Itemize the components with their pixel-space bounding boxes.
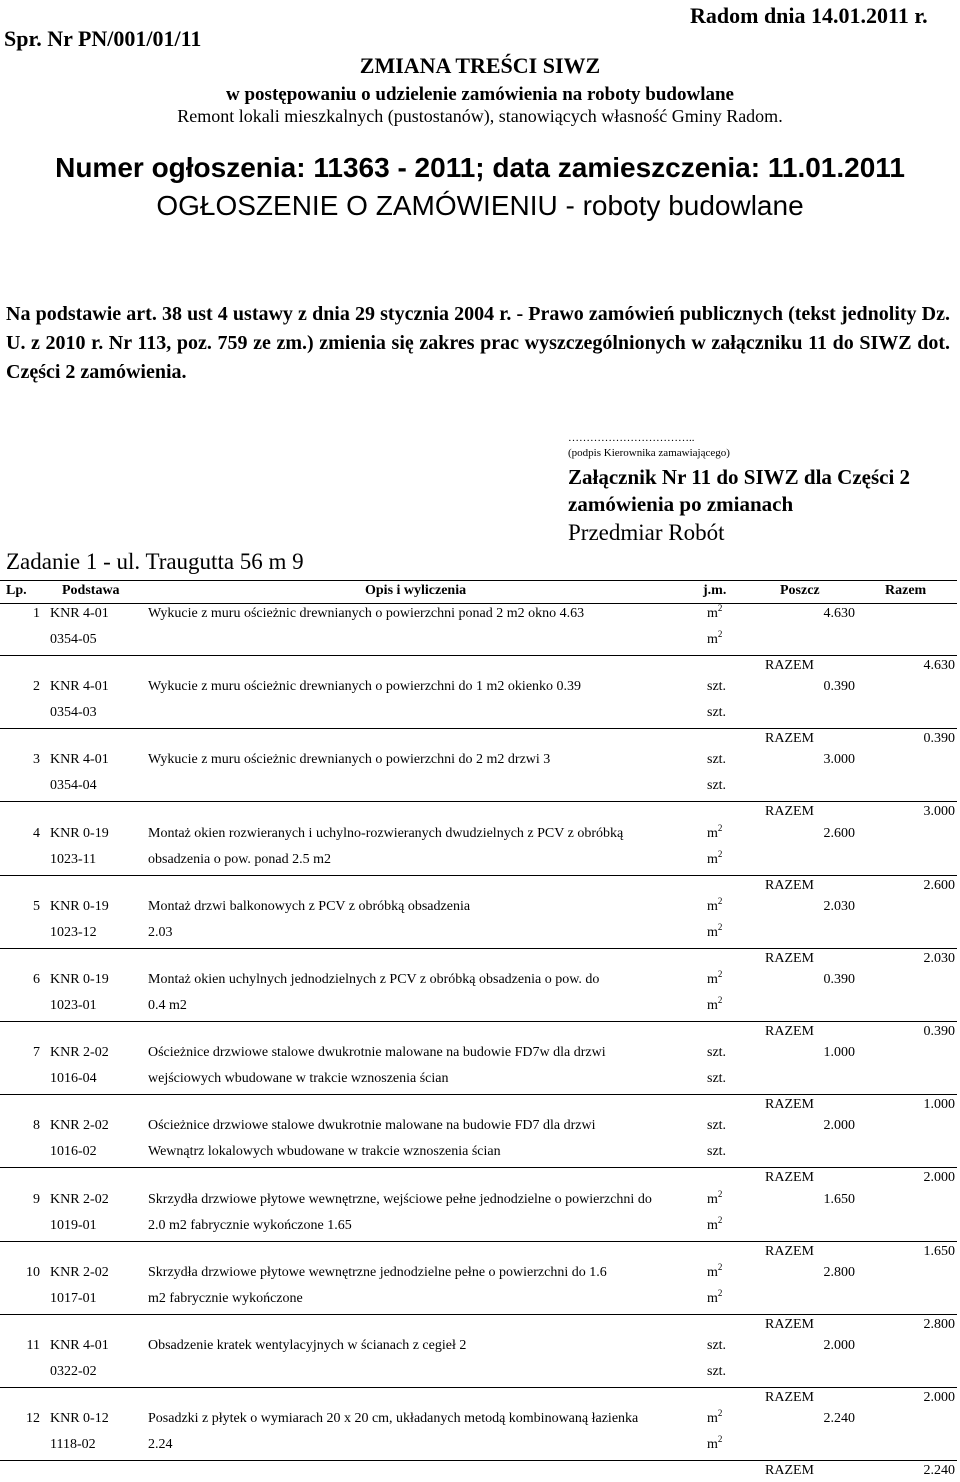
partial-quantity: 2.800	[823, 1265, 855, 1280]
row-number: 9	[33, 1192, 40, 1207]
partial-quantity: 1.000	[823, 1045, 855, 1060]
legal-basis-paragraph: Na podstawie art. 38 ust 4 ustawy z dnia 29 stycznia 2004 r. - Prawo zamówień publicznych (tekst jednolity Dz. U. z 2010 r. Nr 113, poz. 759 ze zm.) zmienia się zakres prac wyszczególnionych w załączniku 11 do SIWZ dot. Części 2 zamówienia.	[6, 303, 950, 383]
total-label: RAZEM	[765, 878, 814, 893]
row-number: 4	[33, 826, 40, 841]
unit-repeat	[707, 1071, 726, 1087]
table-row	[0, 749, 957, 823]
unit-text: szt.	[707, 1338, 727, 1353]
unit-repeat	[707, 1288, 723, 1307]
unit	[707, 1262, 723, 1281]
unit-text: m	[707, 925, 718, 940]
unit-repeat	[707, 629, 723, 648]
header-razem: Razem	[885, 583, 927, 598]
unit-text: m	[707, 1411, 718, 1426]
row-divider	[0, 1167, 957, 1168]
unit-text: m	[707, 632, 718, 647]
norm-code: KNR 4-01	[50, 752, 109, 767]
work-description-cont: 0.4 m2	[148, 998, 187, 1013]
partial-quantity: 1.650	[823, 1192, 855, 1207]
norm-code: KNR 0-12	[50, 1411, 109, 1426]
unit-text: m	[707, 1218, 718, 1233]
total-value: 2.600	[923, 878, 955, 893]
unit	[707, 752, 726, 768]
row-number: 3	[33, 752, 40, 767]
unit-text: szt.	[707, 1364, 727, 1379]
row-number: 2	[33, 679, 40, 694]
unit	[707, 679, 726, 695]
unit-repeat	[707, 922, 723, 941]
norm-code: KNR 2-02	[50, 1045, 109, 1060]
annex-line-1: Załącznik Nr 11 do SIWZ dla Części 2	[568, 465, 911, 489]
unit-repeat	[707, 1215, 723, 1234]
row-number: 6	[33, 972, 40, 987]
unit-exponent: 2	[717, 823, 723, 833]
unit	[707, 1045, 726, 1061]
table-row	[0, 969, 957, 1043]
unit-exponent: 2	[717, 1434, 723, 1444]
header-opis: Opis i wyliczenia	[365, 583, 467, 598]
norm-code: KNR 0-19	[50, 972, 109, 987]
unit-exponent: 2	[717, 1215, 723, 1225]
partial-quantity: 2.600	[823, 826, 855, 841]
row-divider	[0, 1387, 957, 1388]
partial-quantity: 2.000	[823, 1118, 855, 1133]
task-heading: Zadanie 1 - ul. Traugutta 56 m 9	[6, 549, 304, 574]
row-divider	[0, 1021, 957, 1022]
reference-number: Spr. Nr PN/001/01/11	[4, 26, 202, 51]
signature-line: ……………………………..	[568, 432, 695, 444]
unit-exponent: 2	[717, 969, 723, 979]
unit-exponent: 2	[717, 1189, 723, 1199]
norm-code: KNR 4-01	[50, 679, 109, 694]
unit-text: m	[707, 998, 718, 1013]
unit-exponent: 2	[717, 922, 723, 932]
row-divider	[0, 728, 957, 729]
unit-text: szt.	[707, 1071, 727, 1086]
total-label: RAZEM	[765, 1244, 814, 1259]
announcement-type: OGŁOSZENIE O ZAMÓWIENIU - roboty budowlane	[156, 190, 804, 221]
work-description: Montaż okien rozwieranych i uchylno-rozwieranych dwudzielnych z PCV z obróbką	[148, 826, 624, 841]
bill-of-quantities-title: Przedmiar Robót	[568, 520, 725, 545]
unit-exponent: 2	[717, 1408, 723, 1418]
unit-exponent: 2	[717, 1288, 723, 1298]
row-divider	[0, 1314, 957, 1315]
row-number: 11	[26, 1338, 40, 1353]
unit	[707, 603, 723, 622]
total-value: 4.630	[923, 658, 955, 673]
unit-text: szt.	[707, 1118, 727, 1133]
unit-repeat	[707, 1364, 726, 1380]
unit	[707, 1408, 723, 1427]
norm-subcode: 1016-02	[50, 1144, 97, 1159]
unit	[707, 1189, 723, 1208]
unit-text: m	[707, 1192, 718, 1207]
norm-subcode: 1118-02	[50, 1437, 96, 1452]
unit-text: m	[707, 1437, 718, 1452]
partial-quantity: 0.390	[823, 679, 855, 694]
total-value: 2.240	[923, 1463, 955, 1478]
norm-subcode: 1017-01	[50, 1291, 97, 1306]
row-divider	[0, 655, 957, 656]
unit-exponent: 2	[717, 629, 723, 639]
partial-quantity: 3.000	[823, 752, 855, 767]
norm-subcode: 1023-11	[50, 852, 97, 867]
work-description: Wykucie z muru ościeżnic drewnianych o powierzchni do 1 m2 okienko 0.39	[148, 679, 582, 694]
work-description-cont: 2.24	[148, 1437, 173, 1452]
table-row	[0, 823, 957, 897]
total-value: 1.000	[923, 1097, 955, 1112]
unit-repeat	[707, 1144, 726, 1160]
partial-quantity: 4.630	[823, 606, 855, 621]
unit-text: szt.	[707, 778, 727, 793]
work-description-cont: Wewnątrz lokalowych wbudowane w trakcie wznoszenia ścian	[148, 1144, 501, 1159]
row-divider	[0, 875, 957, 876]
total-value: 2.000	[923, 1390, 955, 1405]
table-row	[0, 676, 957, 750]
work-description: Skrzydła drzwiowe płytowe wewnętrzne jednodzielne pełne o powierzchni do 1.6	[148, 1265, 607, 1280]
header-podstawa: Podstawa	[62, 583, 120, 598]
table-row	[0, 603, 957, 677]
annex-line-2: zamówienia po zmianach	[568, 492, 794, 516]
total-label: RAZEM	[765, 731, 814, 746]
work-description: Montaż drzwi balkonowych z PCV z obróbką obsadzenia	[148, 899, 471, 914]
unit-repeat	[707, 995, 723, 1014]
total-value: 0.390	[923, 731, 955, 746]
norm-subcode: 1019-01	[50, 1218, 97, 1233]
unit-text: m	[707, 852, 718, 867]
unit-text: m	[707, 1265, 718, 1280]
row-number: 10	[26, 1265, 40, 1280]
table-row	[0, 1115, 957, 1189]
total-label: RAZEM	[765, 1097, 814, 1112]
norm-code: KNR 2-02	[50, 1192, 109, 1207]
unit-repeat	[707, 1434, 723, 1453]
norm-code: KNR 0-19	[50, 826, 109, 841]
total-label: RAZEM	[765, 658, 814, 673]
total-label: RAZEM	[765, 1024, 814, 1039]
work-description-cont: 2.03	[148, 925, 173, 940]
partial-quantity: 2.240	[823, 1411, 855, 1426]
work-description: Wykucie z muru ościeżnic drewnianych o powierzchni ponad 2 m2 okno 4.63	[148, 606, 585, 621]
unit	[707, 969, 723, 988]
work-description-cont: 2.0 m2 fabrycznie wykończone 1.65	[148, 1218, 352, 1233]
work-description-cont: obsadzenia o pow. ponad 2.5 m2	[148, 852, 331, 867]
unit-exponent: 2	[717, 896, 723, 906]
row-number: 1	[33, 606, 40, 621]
total-label: RAZEM	[765, 1390, 814, 1405]
project-description: Remont lokali mieszkalnych (pustostanów), stanowiących własność Gminy Radom.	[177, 106, 783, 126]
total-label: RAZEM	[765, 1170, 814, 1185]
work-description: Posadzki z płytek o wymiarach 20 x 20 cm, układanych metodą kombinowaną łazienka	[148, 1411, 639, 1426]
unit-text: m	[707, 606, 718, 621]
unit	[707, 823, 723, 842]
norm-subcode: 0354-04	[50, 778, 97, 793]
unit	[707, 1338, 726, 1354]
table-header	[0, 580, 957, 604]
norm-subcode: 1016-04	[50, 1071, 97, 1086]
norm-subcode: 0354-05	[50, 632, 97, 647]
row-number: 7	[33, 1045, 40, 1060]
unit-repeat	[707, 705, 726, 721]
work-description: Wykucie z muru ościeżnic drewnianych o powierzchni do 2 m2 drzwi 3	[148, 752, 551, 767]
table-row	[0, 896, 957, 970]
work-description: Skrzydła drzwiowe płytowe wewnętrzne, wejściowe pełne jednodzielne o powierzchni do	[148, 1192, 652, 1207]
partial-quantity: 2.030	[823, 899, 855, 914]
unit-text: szt.	[707, 705, 727, 720]
unit-text: szt.	[707, 1144, 727, 1159]
norm-subcode: 1023-12	[50, 925, 97, 940]
unit-exponent: 2	[717, 849, 723, 859]
total-label: RAZEM	[765, 1317, 814, 1332]
unit-exponent: 2	[717, 603, 723, 613]
header-lp: Lp.	[6, 583, 27, 598]
row-number: 8	[33, 1118, 40, 1133]
row-divider	[0, 1094, 957, 1095]
total-value: 2.800	[923, 1317, 955, 1332]
signature-caption: (podpis Kierownika zamawiającego)	[568, 447, 730, 459]
work-description: Ościeżnice drzwiowe stalowe dwukrotnie malowane na budowie FD7w dla drzwi	[148, 1045, 606, 1060]
norm-subcode: 0322-02	[50, 1364, 97, 1379]
row-divider	[0, 801, 957, 802]
unit-repeat	[707, 778, 726, 794]
unit-exponent: 2	[717, 1262, 723, 1272]
total-label: RAZEM	[765, 1463, 814, 1478]
unit-repeat	[707, 849, 723, 868]
norm-subcode: 1023-01	[50, 998, 97, 1013]
total-value: 0.390	[923, 1024, 955, 1039]
unit-text: szt.	[707, 752, 727, 767]
row-divider	[0, 1460, 957, 1461]
table-row	[0, 1335, 957, 1409]
document-title: ZMIANA TREŚCI SIWZ	[359, 53, 601, 78]
unit	[707, 1118, 726, 1134]
norm-code: KNR 2-02	[50, 1118, 109, 1133]
announcement-number: Numer ogłoszenia: 11363 - 2011; data zamieszczenia: 11.01.2011	[55, 152, 905, 183]
norm-code: KNR 0-19	[50, 899, 109, 914]
header-poszcz: Poszcz	[780, 583, 820, 598]
document-date: Radom dnia 14.01.2011 r.	[690, 3, 928, 28]
document-subtitle: w postępowaniu o udzielenie zamówienia na roboty budowlane	[226, 84, 734, 105]
unit-text: m	[707, 899, 718, 914]
total-label: RAZEM	[765, 804, 814, 819]
norm-subcode: 0354-03	[50, 705, 97, 720]
total-value: 2.030	[923, 951, 955, 966]
partial-quantity: 0.390	[823, 972, 855, 987]
row-divider	[0, 948, 957, 949]
table-row	[0, 1189, 957, 1263]
work-description-cont: m2 fabrycznie wykończone	[148, 1291, 303, 1306]
annex-heading	[568, 464, 910, 518]
work-description-cont: wejściowych wbudowane w trakcie wznoszenia ścian	[148, 1071, 449, 1086]
total-value: 1.650	[923, 1244, 955, 1259]
total-value: 2.000	[923, 1170, 955, 1185]
table-row	[0, 1408, 957, 1482]
work-description: Montaż okien uchylnych jednodzielnych z PCV z obróbką obsadzenia o pow. do	[148, 972, 600, 987]
total-label: RAZEM	[765, 951, 814, 966]
partial-quantity: 2.000	[823, 1338, 855, 1353]
total-value: 3.000	[923, 804, 955, 819]
unit-text: szt.	[707, 1045, 727, 1060]
unit-text: m	[707, 972, 718, 987]
norm-code: KNR 4-01	[50, 606, 109, 621]
row-divider	[0, 1241, 957, 1242]
unit-exponent: 2	[717, 995, 723, 1005]
unit-text: m	[707, 1291, 718, 1306]
norm-code: KNR 2-02	[50, 1265, 109, 1280]
work-description: Ościeżnice drzwiowe stalowe dwukrotnie malowane na budowie FD7 dla drzwi	[148, 1118, 596, 1133]
work-description: Obsadzenie kratek wentylacyjnych w ścianach z cegieł 2	[148, 1338, 467, 1353]
table-row	[0, 1042, 957, 1116]
row-number: 12	[26, 1411, 40, 1426]
unit	[707, 896, 723, 915]
norm-code: KNR 4-01	[50, 1338, 109, 1353]
unit-text: m	[707, 826, 718, 841]
row-number: 5	[33, 899, 40, 914]
unit-text: szt.	[707, 679, 727, 694]
table-row	[0, 1262, 957, 1336]
header-jm: j.m.	[703, 583, 727, 598]
